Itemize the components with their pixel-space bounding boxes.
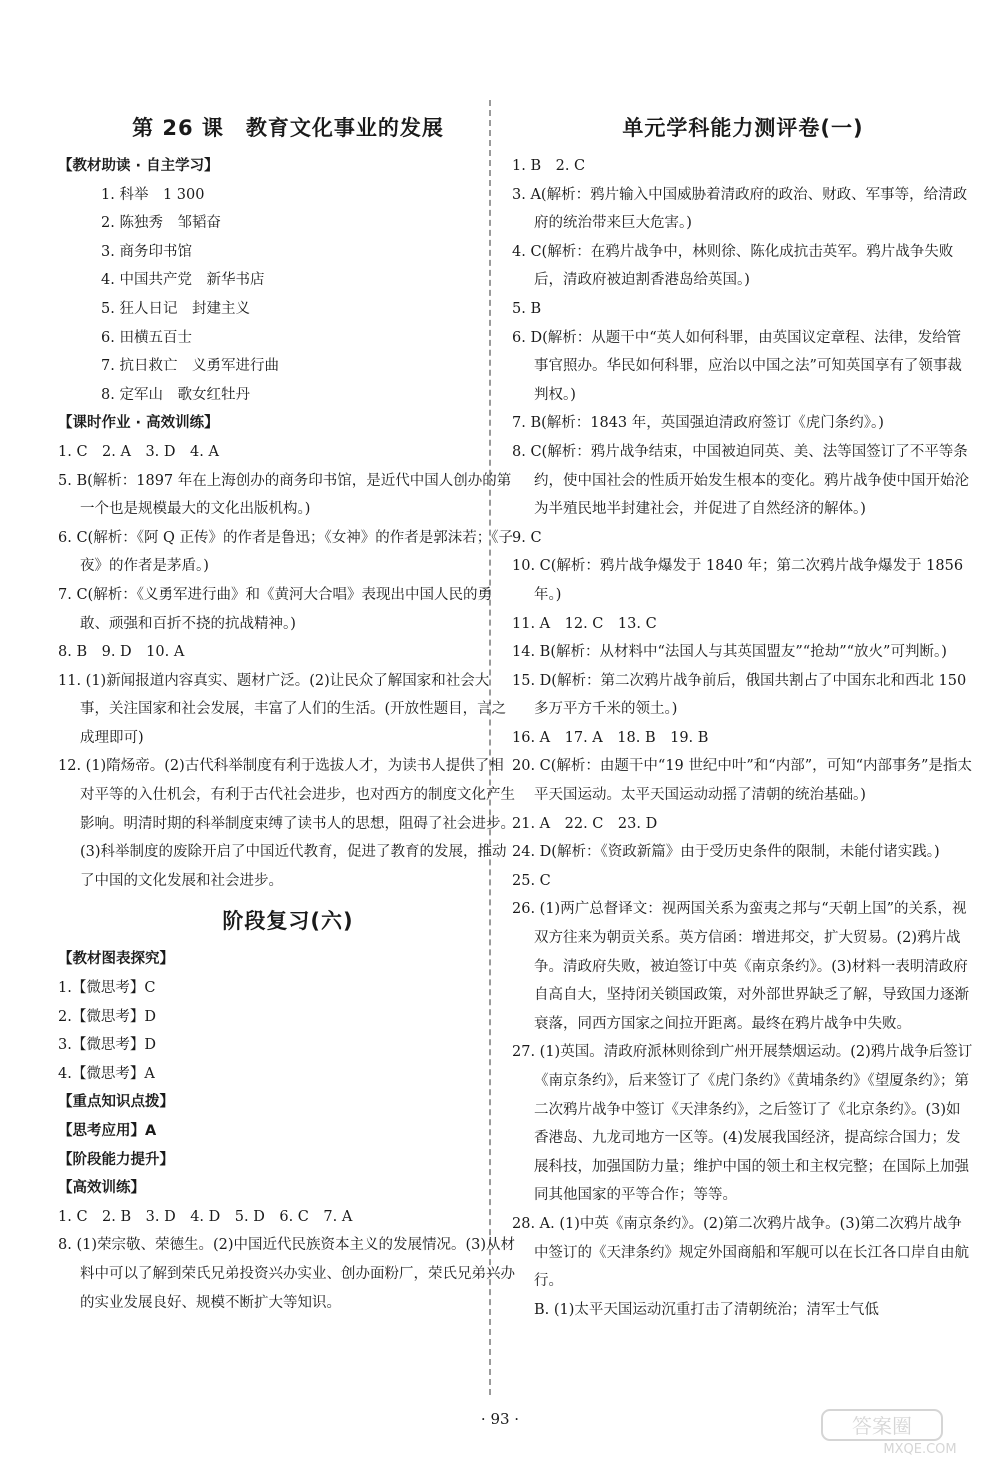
- answer-item: 4.【微思考】A: [58, 1065, 155, 1082]
- section-heading-study: 【教材助读 · 自主学习】: [58, 158, 219, 174]
- answer-item: 24. D(解析：《资政新篇》由于受历史条件的限制，未能付诸实践。): [512, 844, 940, 861]
- unit-test-list: [512, 152, 974, 1324]
- section-heading-homework: 【课时作业 · 高效训练】: [58, 415, 219, 432]
- svg-text:MXQE.COM: MXQE.COM: [883, 1442, 957, 1456]
- answer-item: 1.【微思考】C: [58, 980, 156, 997]
- answer-item: 1. C 2. B 3. D 4. D 5. D 6. C 7. A: [58, 1208, 353, 1225]
- list-item: 4. 中国共产党 新华书店: [101, 272, 265, 289]
- section-heading-key-points: 【重点知识点拨】: [58, 1094, 174, 1111]
- list-item: 1. 科举 1 300: [101, 186, 205, 203]
- answer-item: 5. B(解析：1897 年在上海创办的商务印书馆，是近代中国人创办的第一个也是规模最大的文化出版机构。): [58, 472, 512, 518]
- list-item: 2. 陈独秀 邹韬奋: [101, 215, 221, 232]
- answer-item: 5. B: [512, 300, 542, 317]
- answer-item: 11. A 12. C 13. C: [512, 615, 657, 632]
- answer-item: 27. (1)英国。清政府派林则徐到广州开展禁烟运动。(2)鸦片战争后签订《南京条约》，后来签订了《虎门条约》《黄埔条约》《望厦条约》；第二次鸦片战争中签订《天津条约》，之后签订了《北京条约》。(3)如香港岛、九龙司地方一区等。(4)发展我国经济，提高综合国力；发展科技，加强国防力量；维护中国的领土和主权完整；在国际上加强同其他国家的平等合作；等等。: [512, 1044, 973, 1204]
- answer-item: B. (1)太平天国运动沉重打击了清朝统治；清军士气低: [534, 1301, 879, 1318]
- answer-item: 8. B 9. D 10. A: [58, 644, 185, 661]
- answer-item: 10. C(解析：鸦片战争爆发于 1840 年；第二次鸦片战争爆发于 1856 年。): [512, 558, 968, 603]
- answer-item: 21. A 22. C 23. D: [512, 815, 658, 832]
- section-heading-apply: 【思考应用】A: [58, 1123, 157, 1139]
- svg-text:答案圈: 答案圈: [852, 1414, 912, 1438]
- watermark-logo-icon: [820, 1408, 990, 1456]
- answer-item: 1. B 2. C: [512, 158, 586, 174]
- list-item: 8. 定军山 歌女红牡丹: [101, 386, 250, 403]
- answer-item: 6. D(解析：从题干中“英人如何科罪，由英国议定章程、法律，发给管事官照办。华民如何科罪，应治以中国之法”可知英国享有了领事裁判权。): [512, 329, 962, 403]
- answer-item: 25. C: [512, 872, 551, 889]
- list-item: 5. 狂人日记 封建主义: [101, 300, 250, 317]
- list-item: 7. 抗日救亡 义勇军进行曲: [101, 358, 279, 375]
- answer-item: 16. A 17. A 18. B 19. B: [512, 729, 709, 746]
- homework-list: [58, 438, 518, 896]
- answer-item: 8. (1)荣宗敬、荣德生。(2)中国近代民族资本主义的发展情况。(3)从材料中可以了解到荣氏兄弟投资兴办实业、创办面粉厂，荣氏兄弟兴办的实业发展良好、规模不断扩大等知识。: [58, 1237, 516, 1311]
- answer-item: 1. C 2. A 3. D 4. A: [58, 443, 219, 460]
- list-item: 3. 商务印书馆: [101, 243, 192, 260]
- answer-item: 15. D(解析：第二次鸦片战争前后，俄国共割占了中国东北和西北 150 多万平方千米的领土。): [512, 672, 971, 718]
- answer-item: 20. C(解析：由题干中“19 世纪中叶”和“内部”，可知“内部事务”是指太平天国运动。太平天国运动动摇了清朝的统治基础。): [512, 758, 972, 804]
- section-heading-training: 【高效训练】: [58, 1180, 145, 1197]
- answer-item: 12. (1)隋炀帝。(2)古代科举制度有利于选拔人才，为读书人提供了相对平等的入仕机会，有利于古代社会进步，也对西方的制度文化产生影响。明清时期的科举制度束缚了读书人的思想，阻碍了社会进步。(3)科举制度的废除开启了中国近代教育，促进了教育的发展，推动了中国的文化发展和社会进步。: [58, 758, 515, 889]
- answer-item: 7. B(解析：1843 年，英国强迫清政府签订《虎门条约》。): [512, 415, 884, 432]
- section-heading-ability: 【阶段能力提升】: [58, 1151, 174, 1168]
- section-heading-explore: 【教材图表探究】: [58, 951, 174, 968]
- answer-item: 28. A. (1)中英《南京条约》。(2)第二次鸦片战争。(3)第二次鸦片战争中签订的《天津条约》规定外国商船和军舰可以在长江各口岸自由航行。: [512, 1215, 969, 1290]
- right-column: [512, 112, 974, 1324]
- answer-item: 14. B(解析：从材料中“法国人与其英国盟友”“抢劫”“放火”可判断。): [512, 644, 947, 661]
- list-item: 6. 田横五百士: [101, 329, 192, 346]
- answer-item: 6. C(解析：《阿 Q 正传》的作者是鲁迅；《女神》的作者是郭沫若；《子夜》的作者是茅盾。): [58, 529, 514, 575]
- study-list: [58, 181, 518, 410]
- answer-item: 26. (1)两广总督译文：视两国关系为蛮夷之邦与“天朝上国”的关系，视双方往来为朝贡关系。英方信函：增进邦交，扩大贸易。(2)鸦片战争。清政府失败，被迫签订中英《南京条约》。(3)材料一表明清政府自高自大，坚持闭关锁国政策，对外部世界缺乏了解，导致国力逐渐衰落，同西方国家之间拉开距离。最终在鸦片战争中失败。: [512, 901, 969, 1032]
- answer-item: 7. C(解析：《义勇军进行曲》和《黄河大合唱》表现出中国人民的勇敢、顽强和百折不挠的抗战精神。): [58, 586, 492, 632]
- answer-item: 2.【微思考】D: [58, 1008, 156, 1025]
- answer-item: 3. A(解析：鸦片输入中国威胁着清政府的政治、财政、军事等，给清政府的统治带来巨大危害。): [512, 186, 968, 232]
- lesson-title: 第 26 课 教育文化事业的发展: [132, 116, 444, 140]
- unit-test-title: 单元学科能力测评卷(一): [622, 116, 864, 140]
- page-number: · 93 ·: [480, 1410, 520, 1428]
- answer-item: 9. C: [512, 529, 542, 546]
- answer-item: 8. C(解析：鸦片战争结束，中国被迫同英、美、法等国签订了不平等条约，使中国社会的性质开始发生根本的变化。鸦片战争使中国开始沦为半殖民地半封建社会，并促进了自然经济的解体。): [512, 443, 969, 518]
- answer-item: 3.【微思考】D: [58, 1037, 156, 1054]
- review-title: 阶段复习(六): [222, 909, 354, 934]
- answer-item: 11. (1)新闻报道内容真实、题材广泛。(2)让民众了解国家和社会大事，关注国家和社会发展，丰富了人们的生活。(开放性题目，言之成理即可): [58, 672, 507, 746]
- left-column: [58, 112, 518, 1317]
- answer-item: 4. C(解析：在鸦片战争中，林则徐、陈化成抗击英军。鸦片战争失败后，清政府被迫割香港岛给英国。): [512, 243, 954, 289]
